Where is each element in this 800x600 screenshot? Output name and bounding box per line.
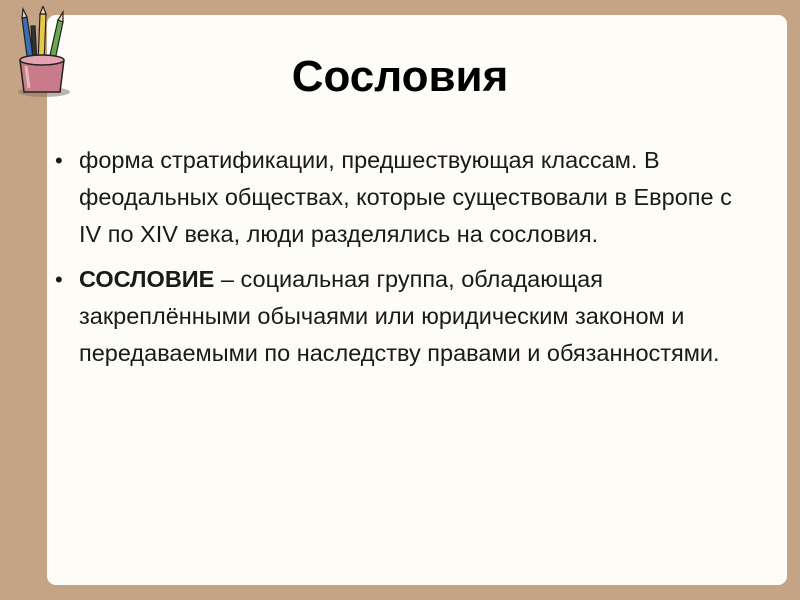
bullet-marker: •: [55, 267, 63, 292]
bullet-marker: •: [55, 148, 63, 173]
bullet-text: – социальная группа, обладающая закреплёнными обычаями или юридическим законом и передаваемыми по наследству правами и обязанностями.: [79, 266, 720, 366]
slide-title: Сословия: [291, 52, 509, 101]
bullet-item: [55, 261, 755, 372]
bullet-list: [55, 142, 755, 372]
bullet-term: СОСЛОВИЕ: [79, 266, 215, 292]
bullet-item: [55, 142, 755, 253]
bullet-text: форма стратификации, предшествующая классам. В феодальных обществах, которые существовали в Европе с IV по XIV века, люди разделялись на сословия.: [79, 147, 732, 247]
